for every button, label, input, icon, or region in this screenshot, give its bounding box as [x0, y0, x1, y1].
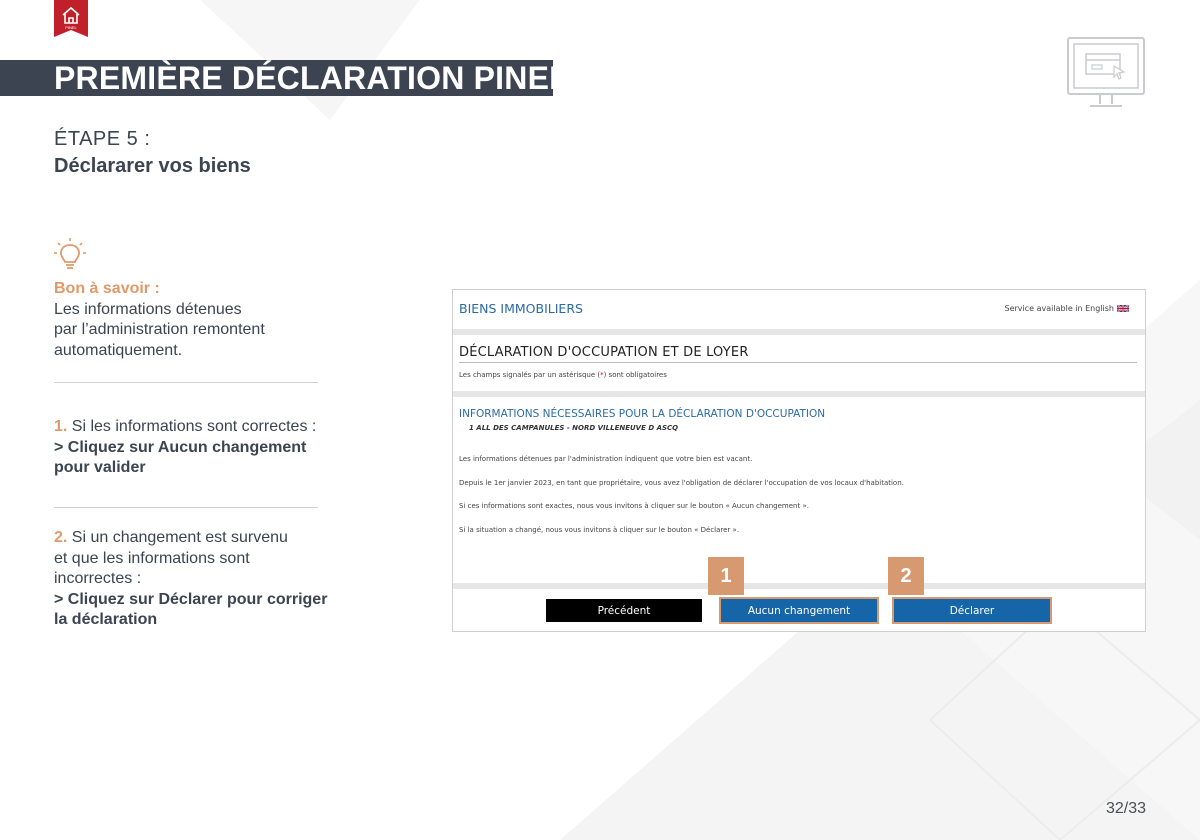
info-paragraph: Les informations détenues par l'administration indiquent que votre bien est vacant. [459, 455, 753, 463]
declare-button[interactable]: Déclarer [894, 599, 1050, 622]
instruction-action: > Cliquez sur Déclarer pour corriger [54, 590, 328, 608]
instruction-2 [54, 528, 344, 631]
tip-line: par l’administration remontent [54, 321, 265, 338]
instruction-action: la déclaration [54, 611, 158, 628]
tip-line: Les informations détenues [54, 300, 242, 318]
uk-flag-icon [1117, 305, 1129, 312]
step-marker-2: 2 [888, 557, 924, 595]
instruction-number: 1. [54, 418, 68, 435]
instruction-1 [54, 417, 344, 479]
section-title: BIENS IMMOBILIERS [459, 301, 583, 316]
no-change-button[interactable]: Aucun changement [721, 599, 877, 622]
instruction-action: pour valider [54, 459, 146, 476]
section-separator [453, 329, 1145, 335]
divider [54, 382, 318, 383]
pinel-logo [54, 0, 88, 37]
tip-line: automatiquement. [54, 341, 183, 359]
form-title: DÉCLARATION D'OCCUPATION ET DE LOYER [459, 345, 749, 360]
tip-block [54, 279, 344, 361]
info-paragraph: Si la situation a changé, nous vous invitons à cliquer sur le bouton « Déclarer ». [459, 526, 740, 534]
section-separator [453, 583, 1145, 589]
instruction-lead: Si les informations sont correctes : [71, 418, 317, 435]
english-service-link[interactable] [1005, 304, 1129, 313]
info-section-title: INFORMATIONS NÉCESSAIRES POUR LA DÉCLARATION D'OCCUPATION [459, 408, 826, 420]
tip-heading: Bon à savoir : [54, 280, 160, 297]
required-fields-note: Les champs signalés par un astérisque (*) sont obligatoires [459, 371, 667, 379]
instruction-lead: et que les informations sont [54, 549, 250, 567]
section-separator [453, 391, 1145, 397]
instruction-lead: Si un changement est survenu [71, 529, 288, 546]
form-title-underline [459, 362, 1137, 363]
step-label: ÉTAPE 5 : [54, 128, 151, 150]
instruction-action: > Cliquez sur Aucun changement [54, 438, 307, 456]
svg-text:PINEL: PINEL [65, 25, 77, 30]
instruction-number: 2. [54, 529, 68, 546]
page-number: 32/33 [1105, 800, 1146, 817]
divider [54, 507, 318, 508]
declaration-screenshot [452, 289, 1146, 632]
instruction-lead: incorrectes : [54, 570, 142, 587]
service-text: Service available in English [1004, 304, 1114, 313]
info-paragraph: Depuis le 1er janvier 2023, en tant que propriétaire, vous avez l'obligation de déclarer l'occupation de vos locaux d'habitation. [459, 479, 904, 487]
property-address: 1 ALL DES CAMPANULES - NORD VILLENEUVE D ASCQ [469, 424, 679, 432]
previous-button[interactable]: Précédent [546, 599, 702, 622]
step-title: Déclararer vos biens [54, 155, 251, 177]
step-marker-1: 1 [708, 557, 744, 595]
page-title: PREMIÈRE DÉCLARATION PINEL [54, 60, 569, 96]
lightbulb-icon [54, 237, 86, 273]
computer-screen-icon [1066, 36, 1146, 112]
info-paragraph: Si ces informations sont exactes, nous vous invitons à cliquer sur le bouton « Aucun changement ». [459, 502, 809, 510]
required-star: * [600, 371, 604, 379]
